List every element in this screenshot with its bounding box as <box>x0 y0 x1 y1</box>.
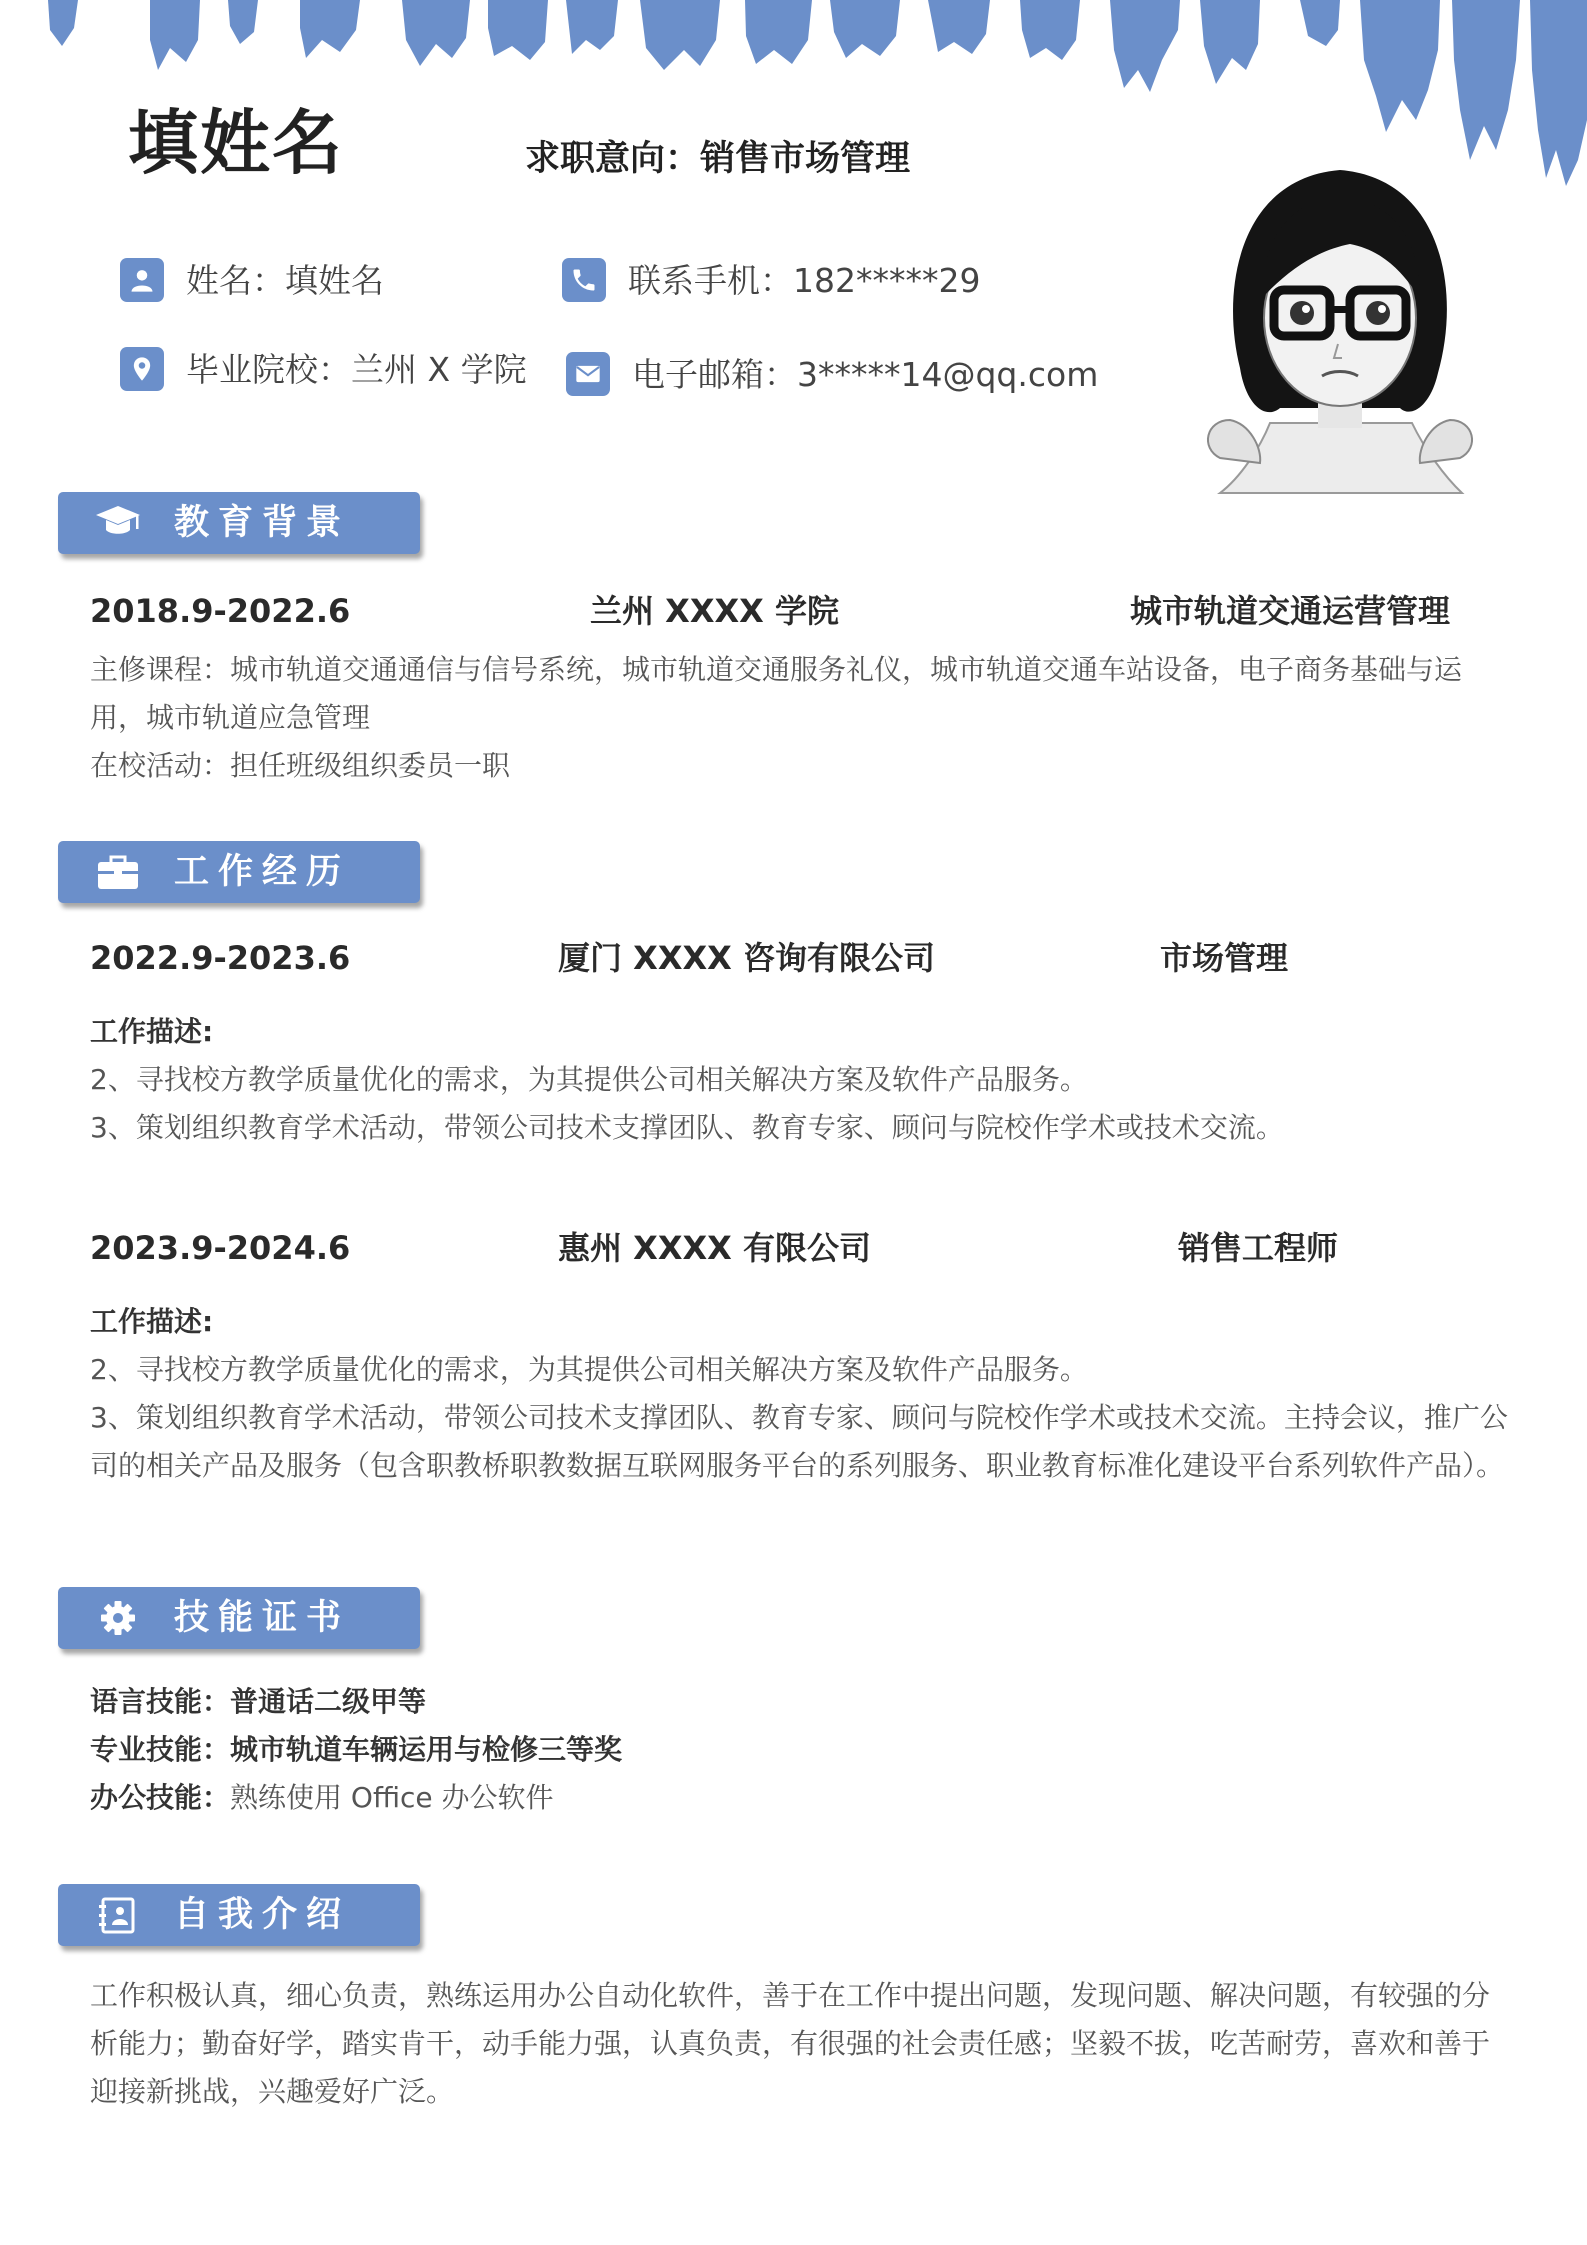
resume-name: 填姓名 <box>128 102 344 184</box>
section-title-skills: 技能证书 <box>174 1597 351 1638</box>
contact-school-text: 毕业院校：兰州 X 学院 <box>186 349 527 389</box>
contact-name <box>120 258 384 302</box>
email-icon <box>566 352 610 396</box>
work-1-company: 厦门 XXXX 咨询有限公司 <box>558 939 935 977</box>
edu-courses: 主修课程：城市轨道交通通信与信号系统，城市轨道交通服务礼仪，城市轨道交通车站设备，电子商务基础与运用，城市轨道应急管理 <box>90 653 1463 734</box>
skill-office-label: 办公技能： <box>90 1781 231 1814</box>
about-text: 工作积极认真，细心负责，熟练运用办公自动化软件，善于在工作中提出问题，发现问题、解决问题，有较强的分析能力；勤奋好学，踏实肯干，动手能力强，认真负责，有很强的社会责任感；坚毅不拔，吃苦耐劳，喜欢和善于迎接新挑战，兴趣爱好广泛。 <box>90 1979 1491 2108</box>
edu-major: 城市轨道交通运营管理 <box>1130 592 1451 630</box>
edu-activity: 在校活动：担任班级组织委员一职 <box>90 749 511 782</box>
work-2-desc <box>90 1298 1510 1490</box>
gear-icon <box>94 1598 142 1638</box>
skill-language-value: 普通话二级甲等 <box>230 1685 427 1718</box>
work-1-line-2: 3、策划组织教育学术活动，带领公司技术支撑团队、教育专家、顾问与院校作学术或技术交流。 <box>90 1111 1284 1144</box>
contact-book-icon <box>94 1895 142 1935</box>
work-2-line-2: 3、策划组织教育学术活动，带领公司技术支撑团队、教育专家、顾问与院校作学术或技术交流。主持会议，推广公司的相关产品及服务（包含职教桥职教数据互联网服务平台的系列服务、职业教育标准化建设平台系列软件产品）。 <box>90 1401 1508 1482</box>
briefcase-icon <box>94 852 142 892</box>
contact-school <box>120 347 527 391</box>
avatar <box>1200 158 1480 503</box>
graduation-cap-icon <box>94 503 142 543</box>
work-2-company: 惠州 XXXX 有限公司 <box>558 1229 871 1267</box>
work-1-line-1: 2、寻找校方教学质量优化的需求，为其提供公司相关解决方案及软件产品服务。 <box>90 1063 1088 1096</box>
skill-pro-value: 城市轨道车辆运用与检修三等奖 <box>230 1733 623 1766</box>
work-2-period: 2023.9-2024.6 <box>90 1229 351 1267</box>
skill-pro-label: 专业技能： <box>90 1733 231 1766</box>
contact-phone-text: 联系手机：182*****29 <box>628 260 981 300</box>
skills-list <box>90 1678 1510 1822</box>
skill-language-label: 语言技能： <box>90 1685 231 1718</box>
section-title-work: 工作经历 <box>174 851 351 892</box>
work-1-period: 2022.9-2023.6 <box>90 939 351 977</box>
work-2-desc-label: 工作描述: <box>90 1305 214 1338</box>
section-header-work <box>58 841 426 903</box>
skill-language <box>90 1678 1510 1726</box>
skill-office-value: 熟练使用 Office 办公软件 <box>230 1781 554 1814</box>
contact-phone <box>562 258 980 302</box>
skill-office <box>90 1774 1510 1822</box>
location-icon <box>120 347 164 391</box>
section-title-education: 教育背景 <box>174 502 351 543</box>
work-2-line-1: 2、寻找校方教学质量优化的需求，为其提供公司相关解决方案及软件产品服务。 <box>90 1353 1088 1386</box>
section-header-education <box>58 492 426 554</box>
user-icon <box>120 258 164 302</box>
job-intent: 求职意向：销售市场管理 <box>525 139 911 179</box>
section-title-about: 自我介绍 <box>174 1894 351 1935</box>
contact-name-text: 姓名：填姓名 <box>186 260 384 300</box>
contact-email-text: 电子邮箱：3*****14@qq.com <box>632 354 1099 394</box>
section-header-skills <box>58 1587 426 1649</box>
work-2-role: 销售工程师 <box>1178 1229 1339 1267</box>
contact-email <box>566 352 1098 396</box>
phone-icon <box>562 258 606 302</box>
section-header-about <box>58 1884 426 1946</box>
edu-period: 2018.9-2022.6 <box>90 592 351 630</box>
work-1-desc <box>90 1008 1510 1152</box>
work-1-desc-label: 工作描述: <box>90 1015 214 1048</box>
skill-professional <box>90 1726 1510 1774</box>
work-1-role: 市场管理 <box>1160 939 1289 977</box>
edu-school: 兰州 XXXX 学院 <box>590 592 839 630</box>
